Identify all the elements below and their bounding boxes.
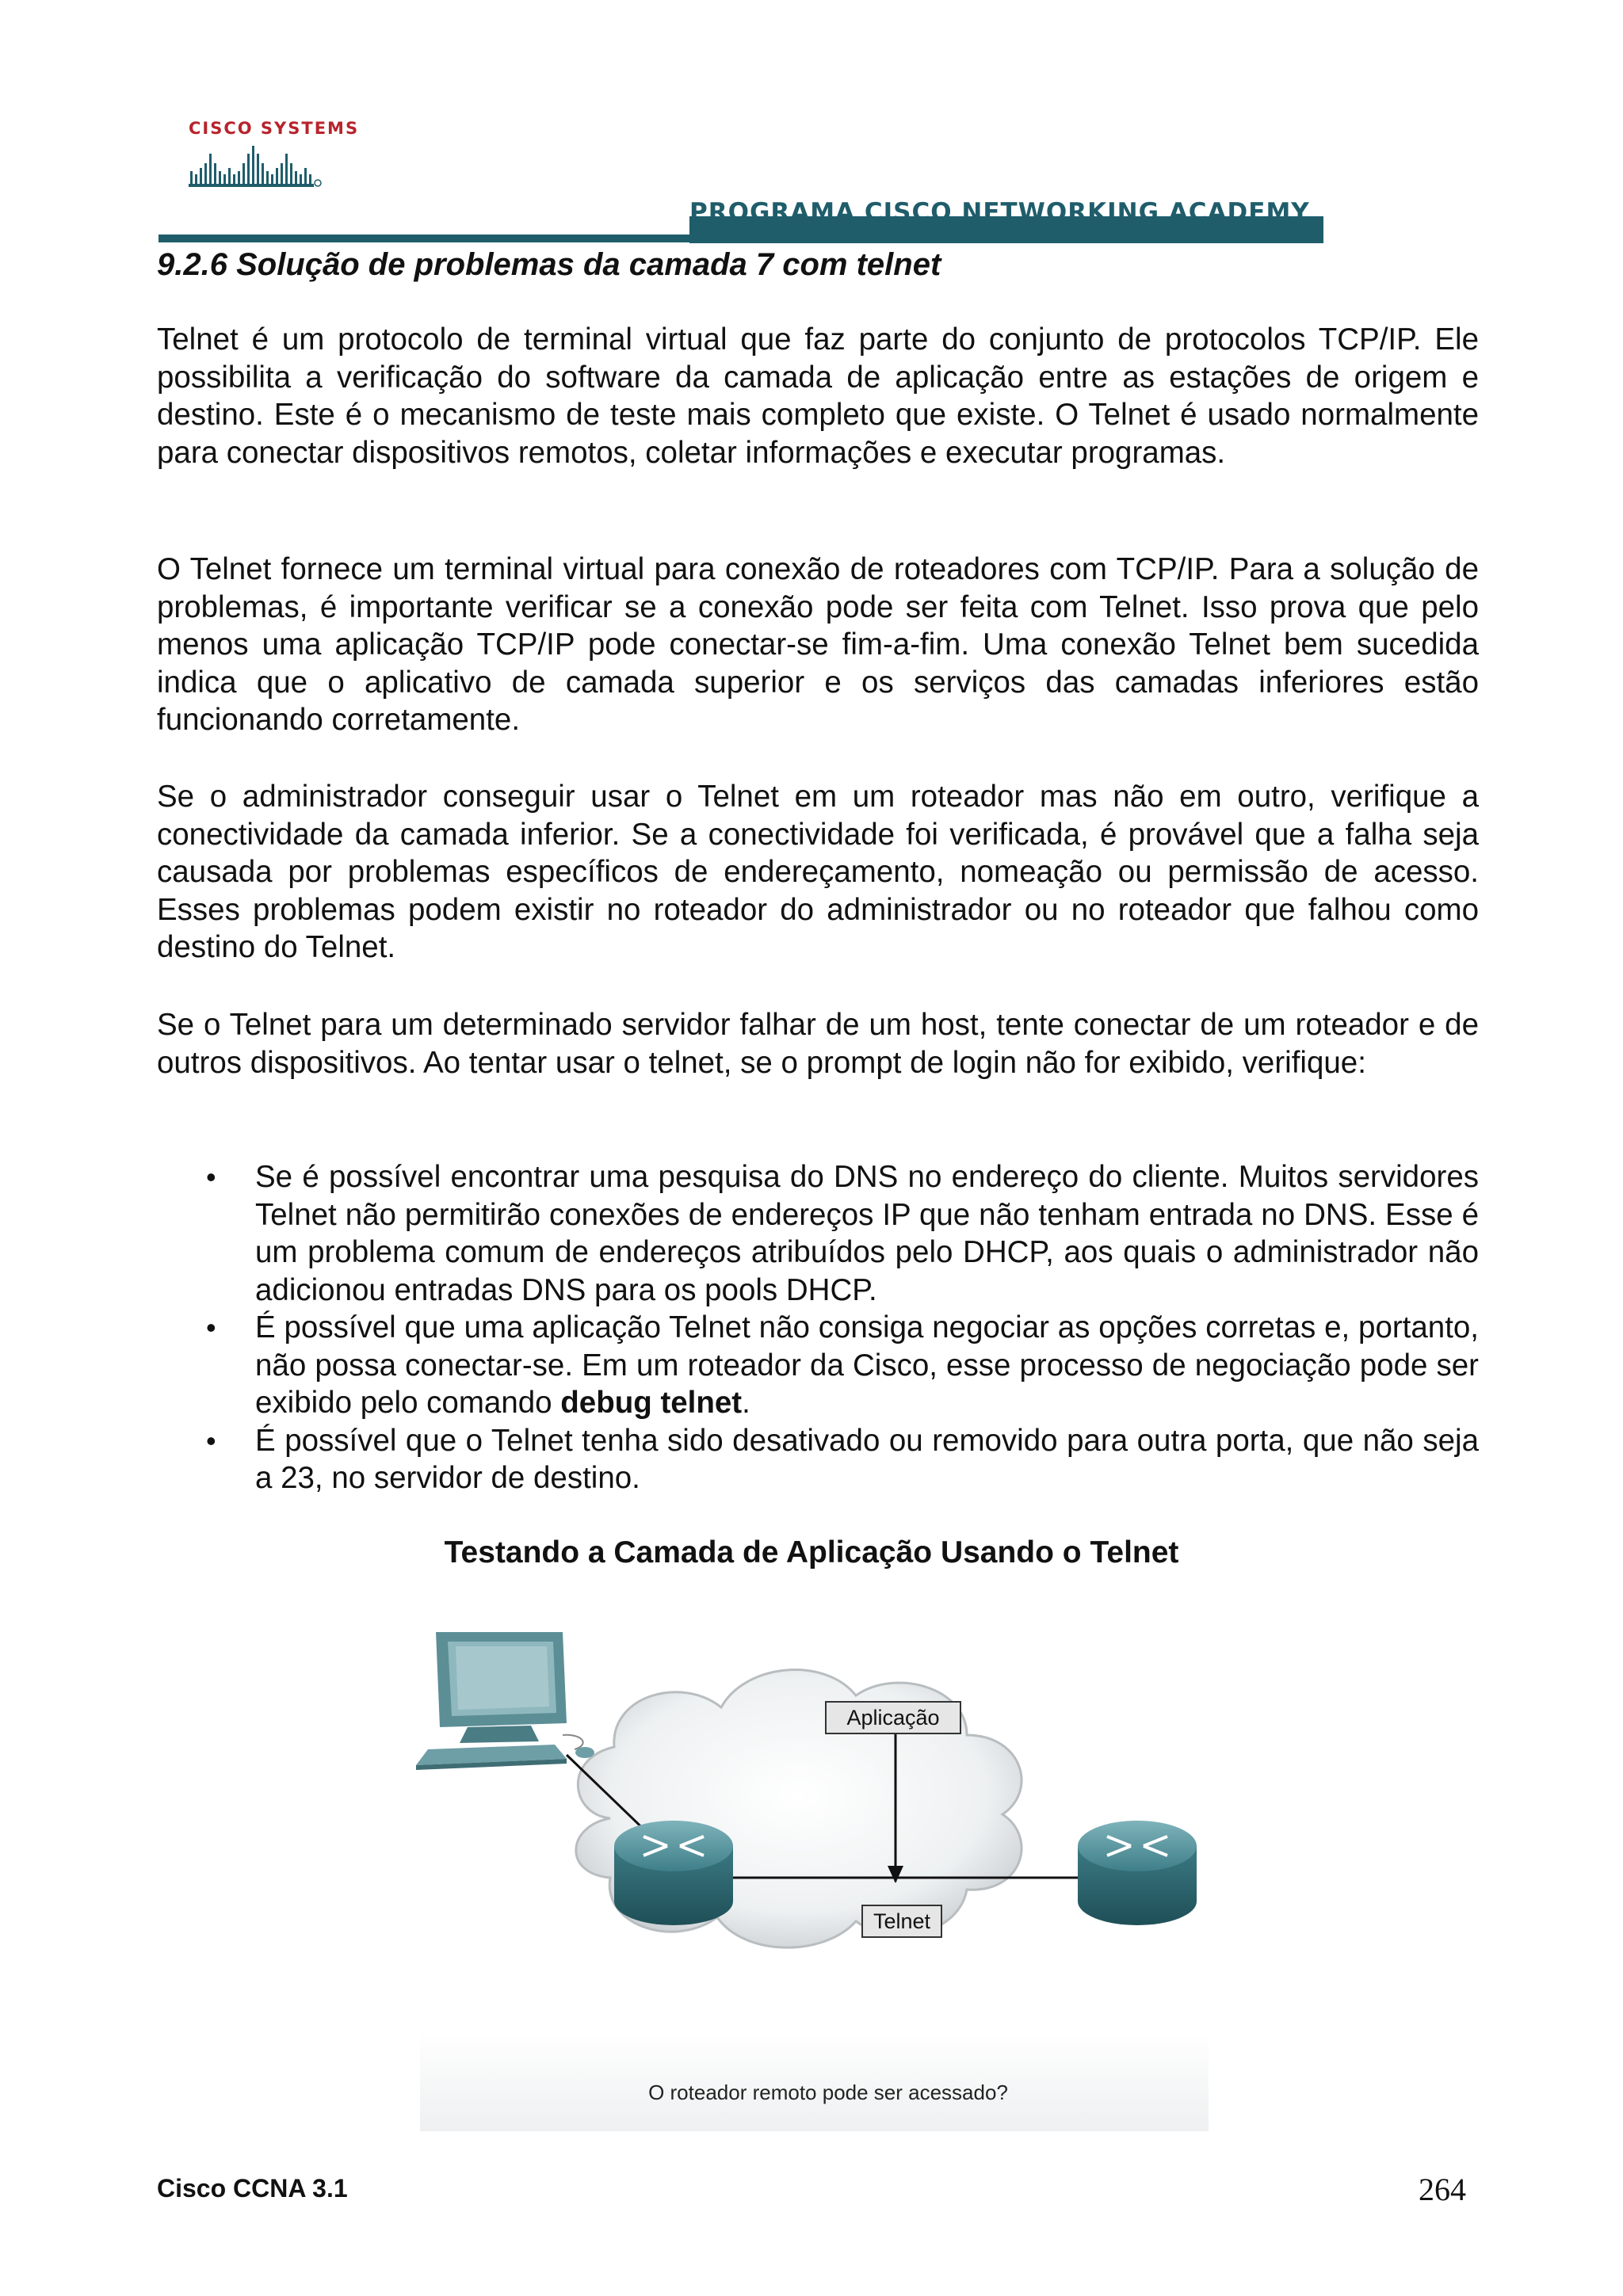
application-label: Aplicação <box>846 1706 940 1730</box>
telnet-diagram <box>412 1600 1220 2139</box>
figure-caption: O roteador remoto pode ser acessado? <box>648 2081 1008 2104</box>
academy-title: PROGRAMA CISCO NETWORKING ACADEMY <box>689 198 1310 227</box>
computer-icon <box>416 1632 594 1770</box>
router-icon <box>614 1821 733 1925</box>
telnet-label: Telnet <box>873 1909 931 1933</box>
list-item-suffix: . <box>742 1386 750 1420</box>
bullet-icon: • <box>206 1424 216 1457</box>
footer-course: Cisco CCNA 3.1 <box>157 2174 348 2203</box>
command-text: debug telnet <box>560 1386 743 1420</box>
bullet-icon: • <box>206 1311 216 1344</box>
paragraph: Se o administrador conseguir usar o Telnet em um roteador mas não em outro, verifique a conectividade da camada inferior. Se a conectividade foi verificada, é provável que a falha seja causada por problemas específicos de endereçamento, nomeação ou permissão de acesso. Esses problemas podem existir no roteador do administrador ou no roteador que falhou como destino do Telnet. <box>157 780 1479 964</box>
list-item <box>157 1309 1479 1422</box>
list-item <box>157 1422 1479 1497</box>
figure-title: Testando a Camada de Aplicação Usando o Telnet <box>444 1535 1179 1569</box>
cisco-logo-icon <box>189 139 323 187</box>
list-item-text: É possível que o Telnet tenha sido desativado ou removido para outra porta, que não seja a 23, no servidor de destino. <box>255 1423 1479 1495</box>
bullet-icon: • <box>206 1161 216 1193</box>
list-item <box>157 1158 1479 1309</box>
section-title: 9.2.6 Solução de problemas da camada 7 com telnet <box>157 247 941 282</box>
page-number: 264 <box>1419 2172 1466 2207</box>
paragraph: Se o Telnet para um determinado servidor falhar de um host, tente conectar de um roteador e de outros dispositivos. Ao tentar usar o telnet, se o prompt de login não for exibido, verifique: <box>157 1008 1479 1080</box>
paragraph: Telnet é um protocolo de terminal virtual que faz parte do conjunto de protocolos TCP/IP. Ele possibilita a verificação do software da camada de aplicação entre as estações de origem e destino. Este é o mecanismo de teste mais completo que existe. O Telnet é usado normalmente para conectar dispositivos remotos, coletar informações e executar programas. <box>157 322 1479 470</box>
paragraph: O Telnet fornece um terminal virtual para conexão de roteadores com TCP/IP. Para a solução de problemas, é importante verificar se a conexão pode ser feita com Telnet. Isso prova que pelo menos uma aplicação TCP/IP pode conectar-se fim-a-fim. Uma conexão Telnet bem sucedida indica que o aplicativo de camada superior e os serviços das camadas inferiores estão funcionando corretamente. <box>157 552 1479 737</box>
check-list <box>157 1158 1479 1497</box>
cisco-logo-text: CISCO SYSTEMS <box>189 119 360 138</box>
list-item-text: Se é possível encontrar uma pesquisa do DNS no endereço do cliente. Muitos servidores Telnet não permitirão conexões de endereços IP que não tenham entrada no DNS. Esse é um problema comum de endereços atribuídos pelo DHCP, aos quais o administrador não adicionou entradas DNS para os pools DHCP. <box>255 1160 1479 1307</box>
router-icon <box>1078 1821 1197 1925</box>
list-item-text: É possível que uma aplicação Telnet não consiga negociar as opções corretas e, portanto, não possa conectar-se. Em um roteador da Cisco, esse processo de negociação pode ser exibido pelo comando <box>255 1310 1479 1420</box>
